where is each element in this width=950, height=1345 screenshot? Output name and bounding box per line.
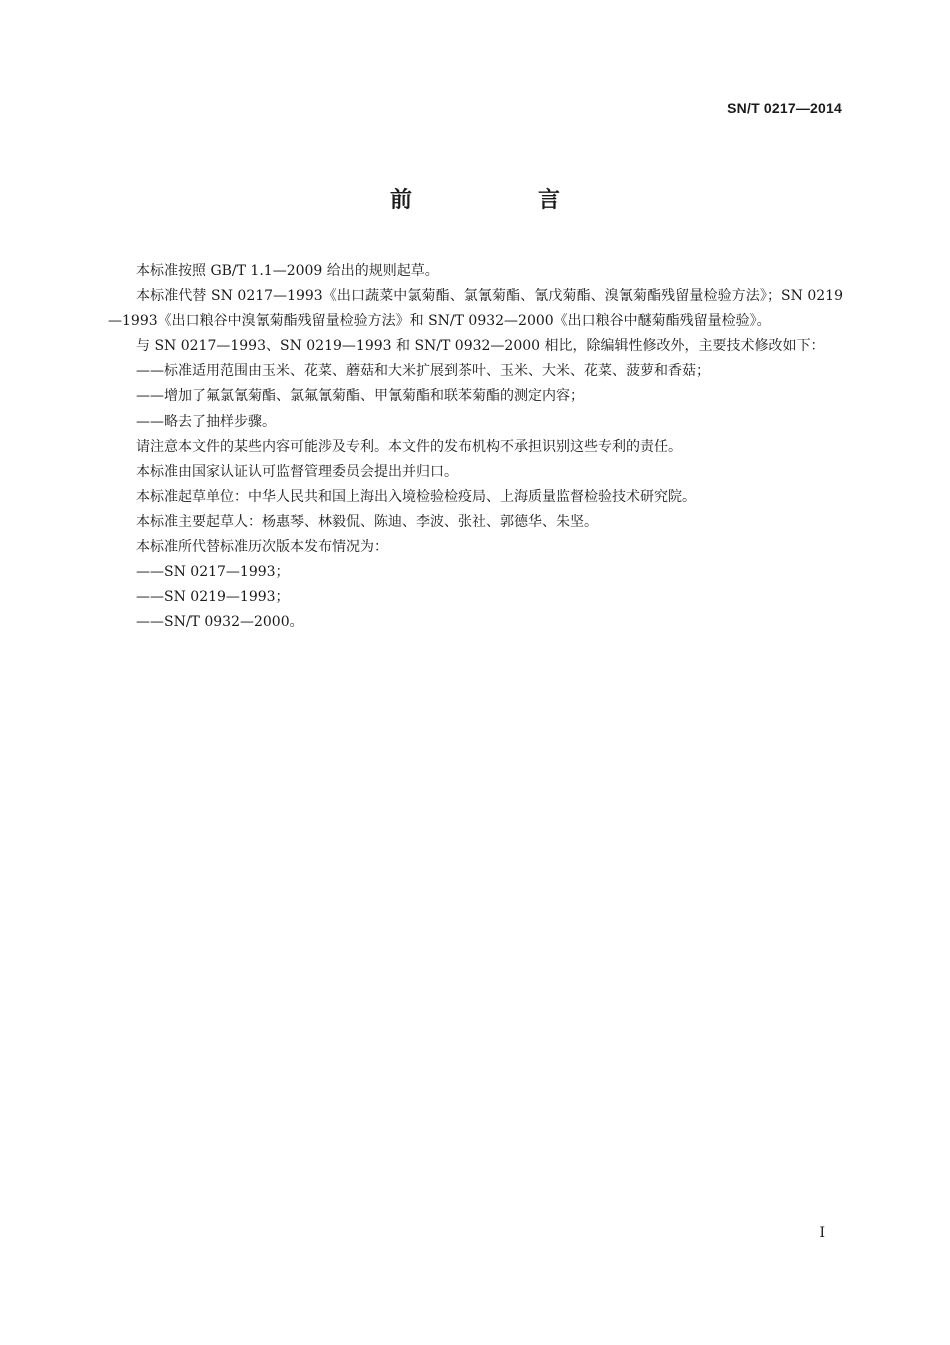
page-number: I bbox=[819, 1225, 825, 1241]
list-item-history-3: ——SN/T 0932—2000。 bbox=[136, 614, 304, 631]
standard-code: SN/T 0217—2014 bbox=[727, 100, 842, 116]
preface-body bbox=[108, 259, 843, 635]
paragraph-history-intro: 本标准所代替标准历次版本发布情况为： bbox=[136, 539, 388, 556]
list-item-history-1: ——SN 0217—1993； bbox=[136, 564, 290, 581]
paragraph-patent-notice: 请注意本文件的某些内容可能涉及专利。本文件的发布机构不承担识别这些专利的责任。 bbox=[136, 438, 682, 455]
paragraph-proposer: 本标准由国家认证认可监督管理委员会提出并归口。 bbox=[136, 463, 458, 480]
paragraph-drafting-rules: 本标准按照 GB/T 1.1—2009 给出的规则起草。 bbox=[136, 263, 439, 279]
paragraph-drafting-units: 本标准起草单位：中华人民共和国上海出入境检验检疫局、上海质量监督检验技术研究院。 bbox=[136, 488, 696, 505]
list-item-added-content: ——增加了氟氯氰菊酯、氯氟氰菊酯、甲氰菊酯和联苯菊酯的测定内容； bbox=[136, 388, 584, 405]
list-item-sampling-removed: ——略去了抽样步骤。 bbox=[136, 413, 276, 430]
list-item-scope-change: ——标准适用范围由玉米、花菜、蘑菇和大米扩展到茶叶、玉米、大米、花菜、菠萝和香菇； bbox=[136, 363, 710, 380]
list-item-history-2: ——SN 0219—1993； bbox=[136, 589, 290, 606]
paragraph-drafters: 本标准主要起草人：杨惠琴、林毅侃、陈迪、李波、张社、郭德华、朱坚。 bbox=[136, 513, 598, 530]
paragraph-changes-intro: 与 SN 0217—1993、SN 0219—1993 和 SN/T 0932—2000 相比，除编辑性修改外，主要技术修改如下： bbox=[136, 338, 825, 355]
paragraph-replaces: 本标准代替 SN 0217—1993《出口蔬菜中氯菊酯、氯氰菊酯、氰戊菊酯、溴氰菊酯残留量检验方法》；SN 0219—1993《出口粮谷中溴氰菊酯残留量检验方法》和 SN/T 0932—2000《出口粮谷中醚菊酯残留量检验》。 bbox=[108, 288, 843, 330]
page-title: 前 言 bbox=[389, 188, 612, 213]
